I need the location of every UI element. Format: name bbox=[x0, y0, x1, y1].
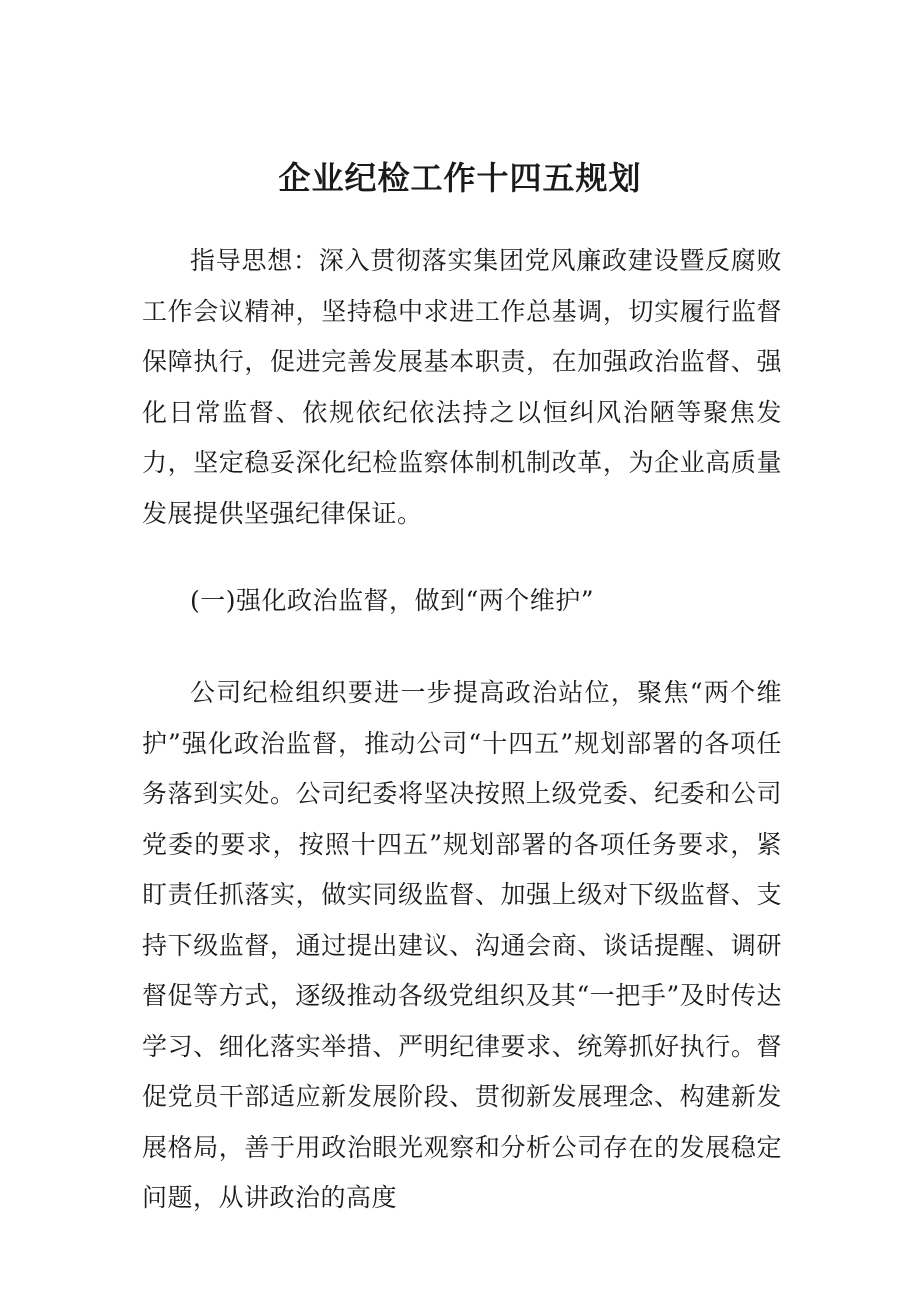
section-body-paragraph: 公司纪检组织要进一步提高政治站位，聚焦“两个维护”强化政治监督，推动公司“十四五”规划部署的各项任务落到实处。公司纪委将坚决按照上级党委、纪委和公司党委的要求，按照十四五”规划部署的各项任务要求，紧盯责任抓落实，做实同级监督、加强上级对下级监督、支持下级监督，通过提出建议、沟通会商、谈话提醒、调研督促等方式，逐级推动各级党组织及其“一把手”及时传达学习、细化落实举措、严明纪律要求、统筹抓好执行。督促党员干部适应新发展阶段、贯彻新发展理念、构建新发展格局，善于用政治眼光观察和分析公司存在的发展稳定问题，从讲政治的高度 bbox=[142, 678, 782, 1212]
guiding-ideology-paragraph: 指导思想：深入贯彻落实集团党风廉政建设暨反腐败工作会议精神，坚持稳中求进工作总基调，切实履行监督保障执行，促进完善发展基本职责，在加强政治监督、强化日常监督、依规依纪依法持之以恒纠风治陋等聚焦发力，坚定稳妥深化纪检监察体制机制改革，为企业高质量发展提供坚强纪律保证。 bbox=[142, 246, 782, 528]
section-heading: (一)强化政治监督，做到“两个维护” bbox=[190, 586, 595, 615]
document-title: 企业纪检工作十四五规划 bbox=[278, 159, 642, 197]
